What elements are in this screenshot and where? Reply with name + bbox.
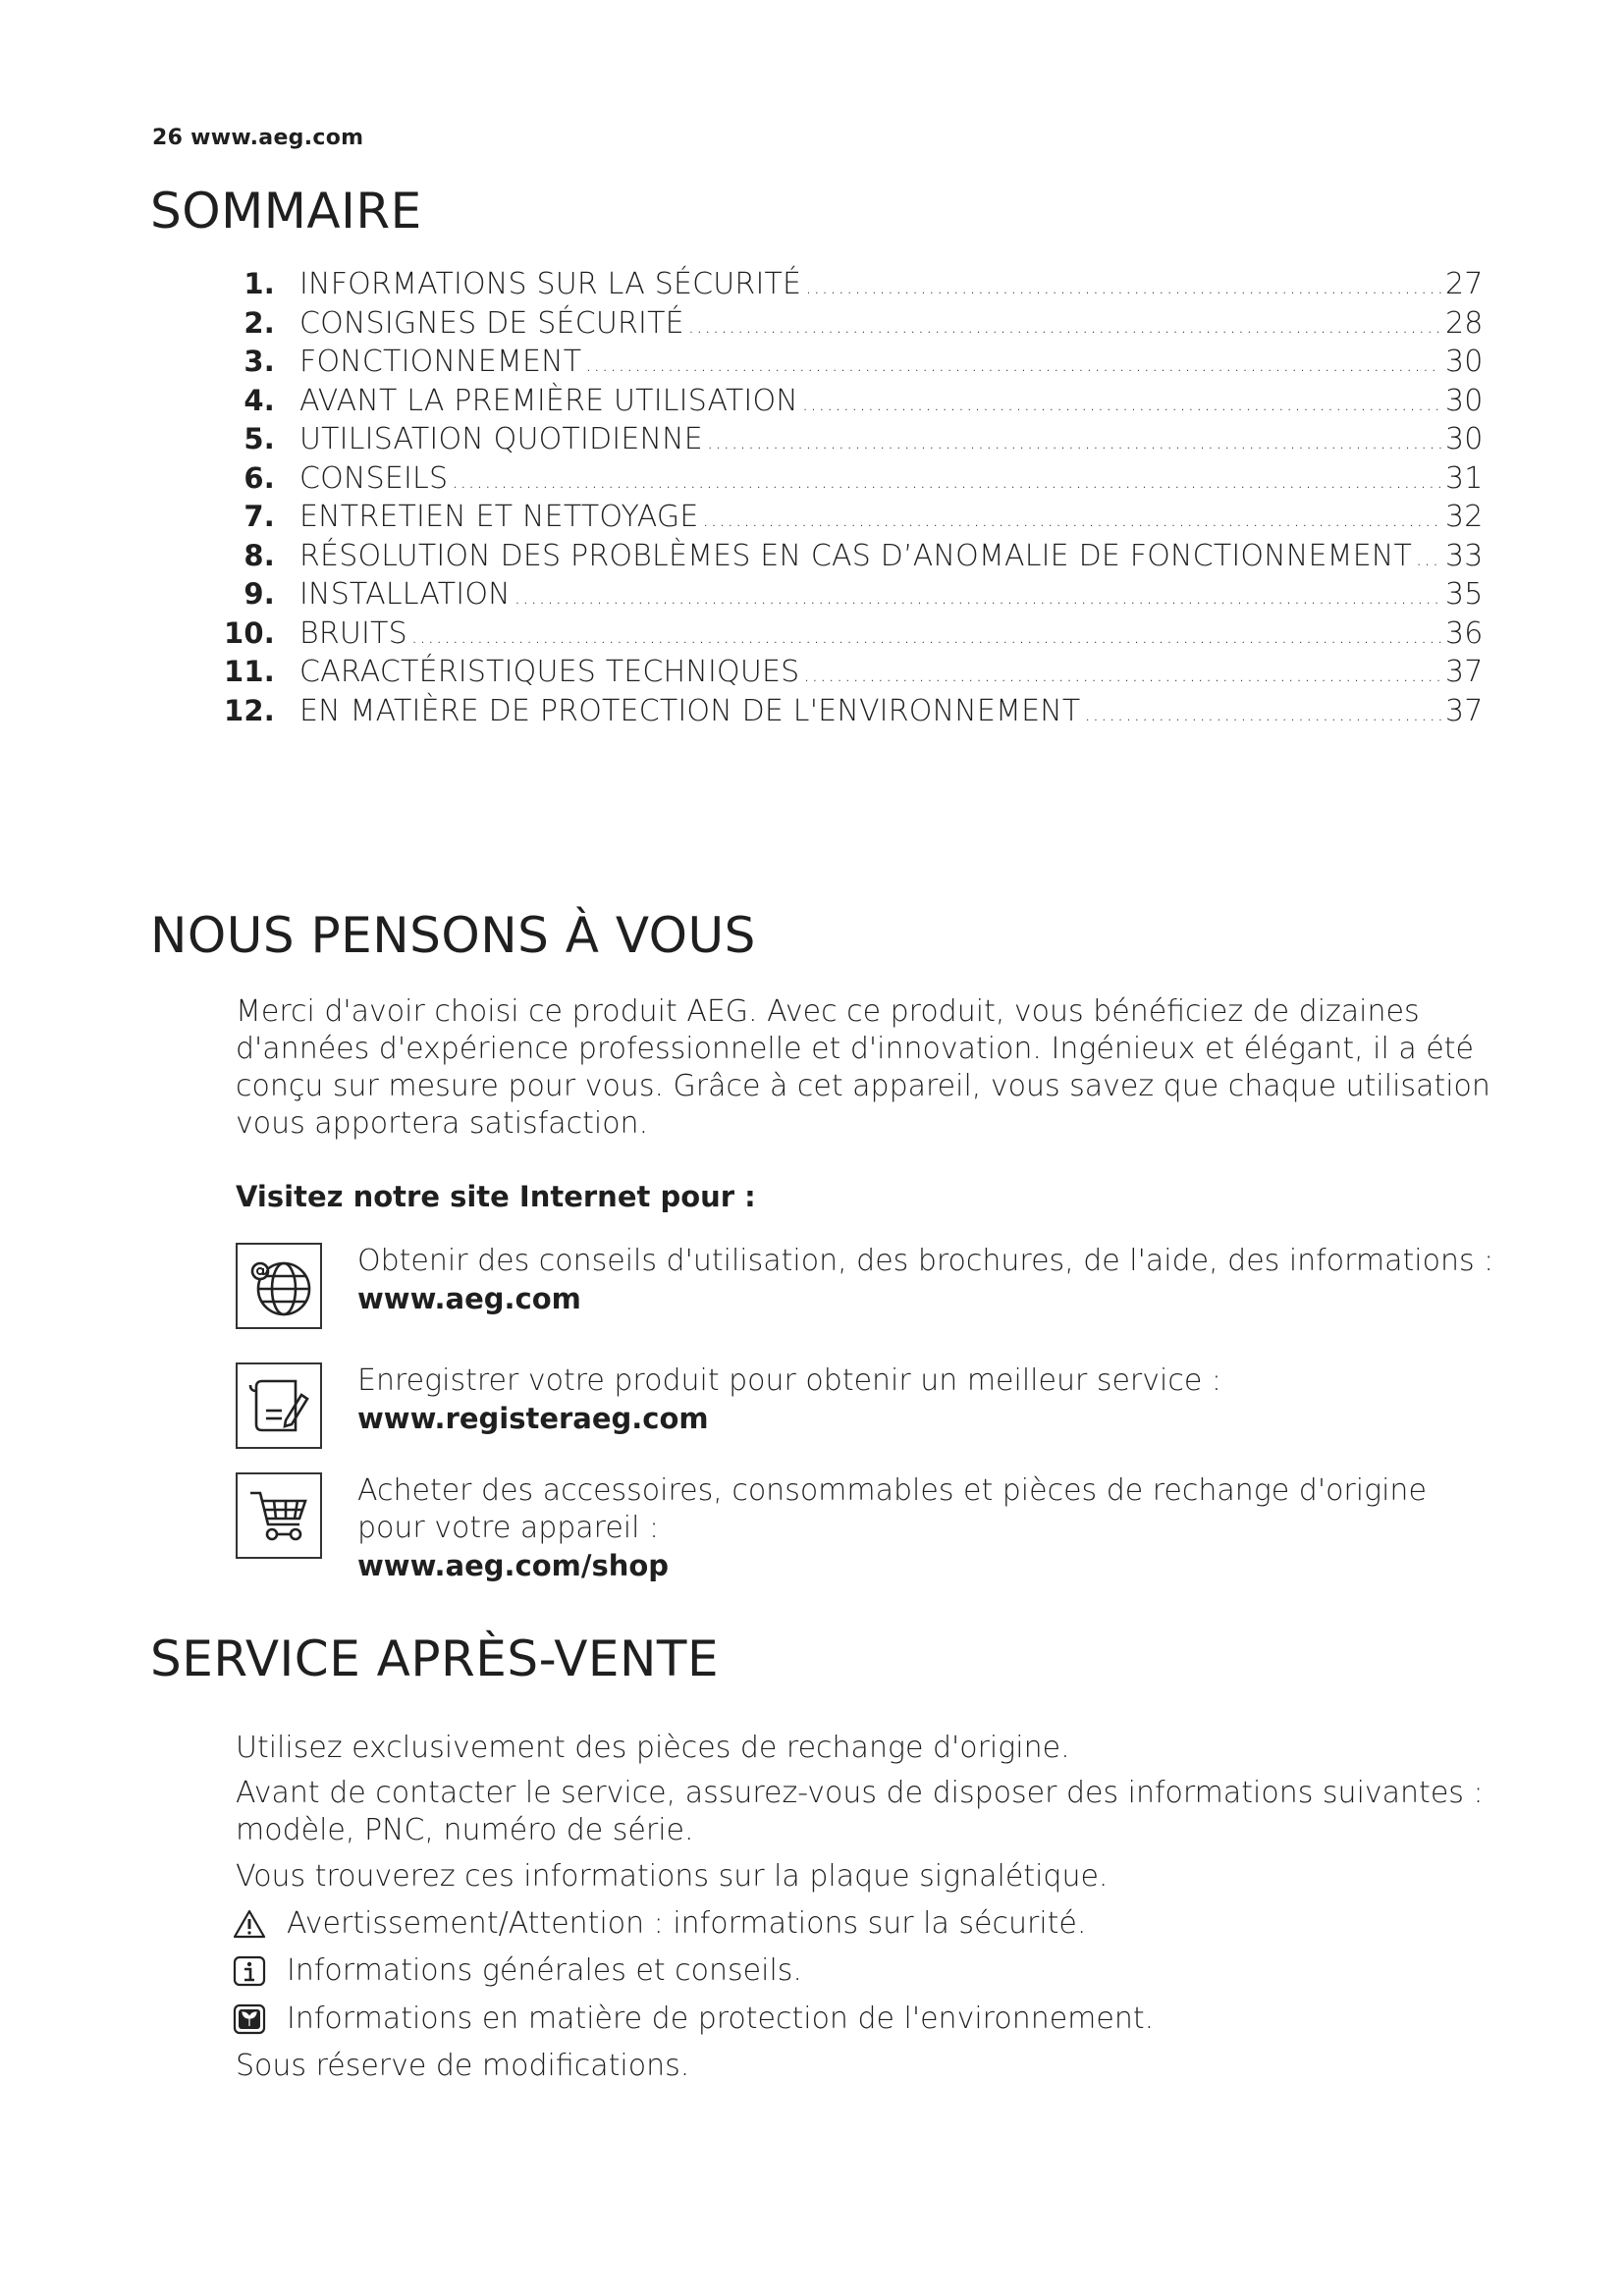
toc-item-number: 1.: [244, 267, 275, 300]
toc-item[interactable]: [206, 422, 1483, 461]
info-icon: [232, 1955, 267, 1987]
toc-item-number: 9.: [244, 577, 275, 611]
toc-item[interactable]: [206, 267, 1483, 306]
environment-icon: [232, 2003, 267, 2035]
footer-note: Sous réserve de modifications.: [236, 2049, 690, 2083]
toc-item-page: 30: [1445, 383, 1484, 418]
legend-info: [232, 1952, 1498, 1990]
toc-item[interactable]: [206, 306, 1483, 346]
toc-item-page: 32: [1445, 500, 1484, 534]
service-row-info: [236, 1243, 1502, 1329]
legend-text: Informations en matière de protection de l'environnement.: [287, 2002, 1155, 2036]
toc-dot-leader: [452, 469, 1441, 493]
toc-item-number: 10.: [224, 615, 275, 650]
toc-title: SOMMAIRE: [150, 183, 422, 240]
toc-dot-leader: [803, 663, 1441, 686]
toc-item-label: CARACTÉRISTIQUES TECHNIQUES: [299, 655, 800, 689]
toc-dot-leader: [802, 392, 1441, 415]
service-description: Obtenir des conseils d'utilisation, des brochures, de l'aide, des informations :: [357, 1244, 1494, 1278]
toc-dot-leader: [514, 585, 1441, 609]
legend-text: Informations générales et conseils.: [287, 1953, 802, 1988]
toc-item-label: AVANT LA PREMIÈRE UTILISATION: [299, 383, 798, 418]
intro-paragraph: Merci d'avoir choisi ce produit AEG. Avec ce produit, vous bénéficiez de dizaines d'années d'expérience professionnelle et d'innovation. Ingénieux et élégant, il a été conçu sur mesure pour vous. Grâce à cet appareil, vous savez que chaque utilisation vous apportera satisfaction.: [236, 994, 1490, 1141]
toc-item-page: 33: [1445, 538, 1484, 573]
toc-item-label: EN MATIÈRE DE PROTECTION DE L'ENVIRONNEMENT: [299, 693, 1081, 728]
toc-dot-leader: [688, 314, 1441, 338]
toc-item[interactable]: [206, 694, 1483, 733]
toc-item-label: CONSEILS: [299, 460, 449, 496]
legend-warning: [232, 1905, 1498, 1943]
contact-info-note: Avant de contacter le service, assurez-vous de disposer des informations suivantes : modèle, PNC, numéro de série.: [236, 1776, 1484, 1847]
table-of-contents: [206, 267, 1483, 732]
toc-item-page: 37: [1445, 655, 1484, 689]
toc-item[interactable]: [206, 384, 1483, 423]
legend-text: Avertissement/Attention : informations sur la sécurité.: [287, 1906, 1087, 1941]
toc-item-label: RÉSOLUTION DES PROBLÈMES EN CAS D’ANOMALIE DE FONCTIONNEMENT: [299, 538, 1413, 573]
toc-item[interactable]: [206, 345, 1483, 384]
toc-item-label: CONSIGNES DE SÉCURITÉ: [299, 305, 684, 341]
shop-website-link[interactable]: www.aeg.com/shop: [357, 1549, 670, 1582]
rating-plate-note: Vous trouverez ces informations sur la plaque signalétique.: [236, 1859, 1109, 1894]
toc-item-label: FONCTIONNEMENT: [299, 345, 582, 379]
toc-item[interactable]: [206, 616, 1483, 656]
toc-item-number: 4.: [244, 383, 275, 417]
toc-item-page: 31: [1445, 460, 1484, 496]
page-header: 26 www.aeg.com: [152, 126, 364, 150]
toc-item-number: 8.: [244, 538, 275, 572]
toc-item-page: 36: [1445, 615, 1484, 651]
nous-pensons-title: NOUS PENSONS À VOUS: [150, 907, 756, 964]
warning-icon: [232, 1908, 267, 1940]
service-description: Enregistrer votre produit pour obtenir un meilleur service :: [357, 1363, 1221, 1398]
toc-item-number: 12.: [224, 693, 275, 727]
register-website-link[interactable]: www.registeraeg.com: [357, 1402, 709, 1435]
service-row-register: [236, 1362, 1502, 1449]
toc-dot-leader: [585, 352, 1441, 376]
toc-item-number: 2.: [244, 305, 275, 340]
toc-dot-leader: [1084, 702, 1441, 725]
toc-dot-leader: [805, 275, 1441, 298]
toc-item-label: BRUITS: [299, 615, 407, 651]
toc-item-label: INFORMATIONS SUR LA SÉCURITÉ: [299, 267, 802, 301]
toc-dot-leader: [707, 430, 1441, 454]
toc-item-page: 35: [1445, 577, 1484, 612]
toc-item[interactable]: [206, 461, 1483, 501]
toc-item-page: 37: [1445, 693, 1484, 728]
toc-item-number: 7.: [244, 500, 275, 533]
service-row-shop: [236, 1472, 1502, 1584]
globe-icon: [236, 1243, 322, 1329]
toc-dot-leader: [1416, 547, 1441, 570]
toc-item[interactable]: [206, 577, 1483, 616]
toc-item-number: 11.: [224, 655, 275, 688]
toc-item-page: 30: [1445, 345, 1484, 379]
toc-item-label: INSTALLATION: [299, 577, 511, 612]
aeg-website-link[interactable]: www.aeg.com: [357, 1282, 581, 1315]
service-apres-vente-title: SERVICE APRÈS-VENTE: [150, 1630, 720, 1687]
legend-environment: [232, 2001, 1498, 2038]
shopping-cart-icon: [236, 1472, 322, 1559]
toc-dot-leader: [703, 507, 1441, 531]
toc-item-page: 28: [1445, 305, 1484, 341]
toc-item[interactable]: [206, 655, 1483, 694]
visit-website-label: Visitez notre site Internet pour :: [236, 1180, 756, 1213]
toc-item-number: 5.: [244, 422, 275, 455]
toc-item-page: 30: [1445, 422, 1484, 456]
service-description: Acheter des accessoires, consommables et pièces de rechange d'origine pour votre appareil :: [357, 1473, 1427, 1545]
toc-item-number: 6.: [244, 460, 275, 495]
register-icon: [236, 1362, 322, 1449]
toc-item-page: 27: [1445, 267, 1484, 301]
toc-item-label: ENTRETIEN ET NETTOYAGE: [299, 500, 699, 534]
toc-item-label: UTILISATION QUOTIDIENNE: [299, 422, 703, 456]
toc-item[interactable]: [206, 500, 1483, 539]
toc-item-number: 3.: [244, 345, 275, 378]
toc-item[interactable]: [206, 539, 1483, 578]
toc-dot-leader: [411, 624, 1441, 648]
original-parts-note: Utilisez exclusivement des pièces de rechange d'origine.: [236, 1731, 1070, 1765]
